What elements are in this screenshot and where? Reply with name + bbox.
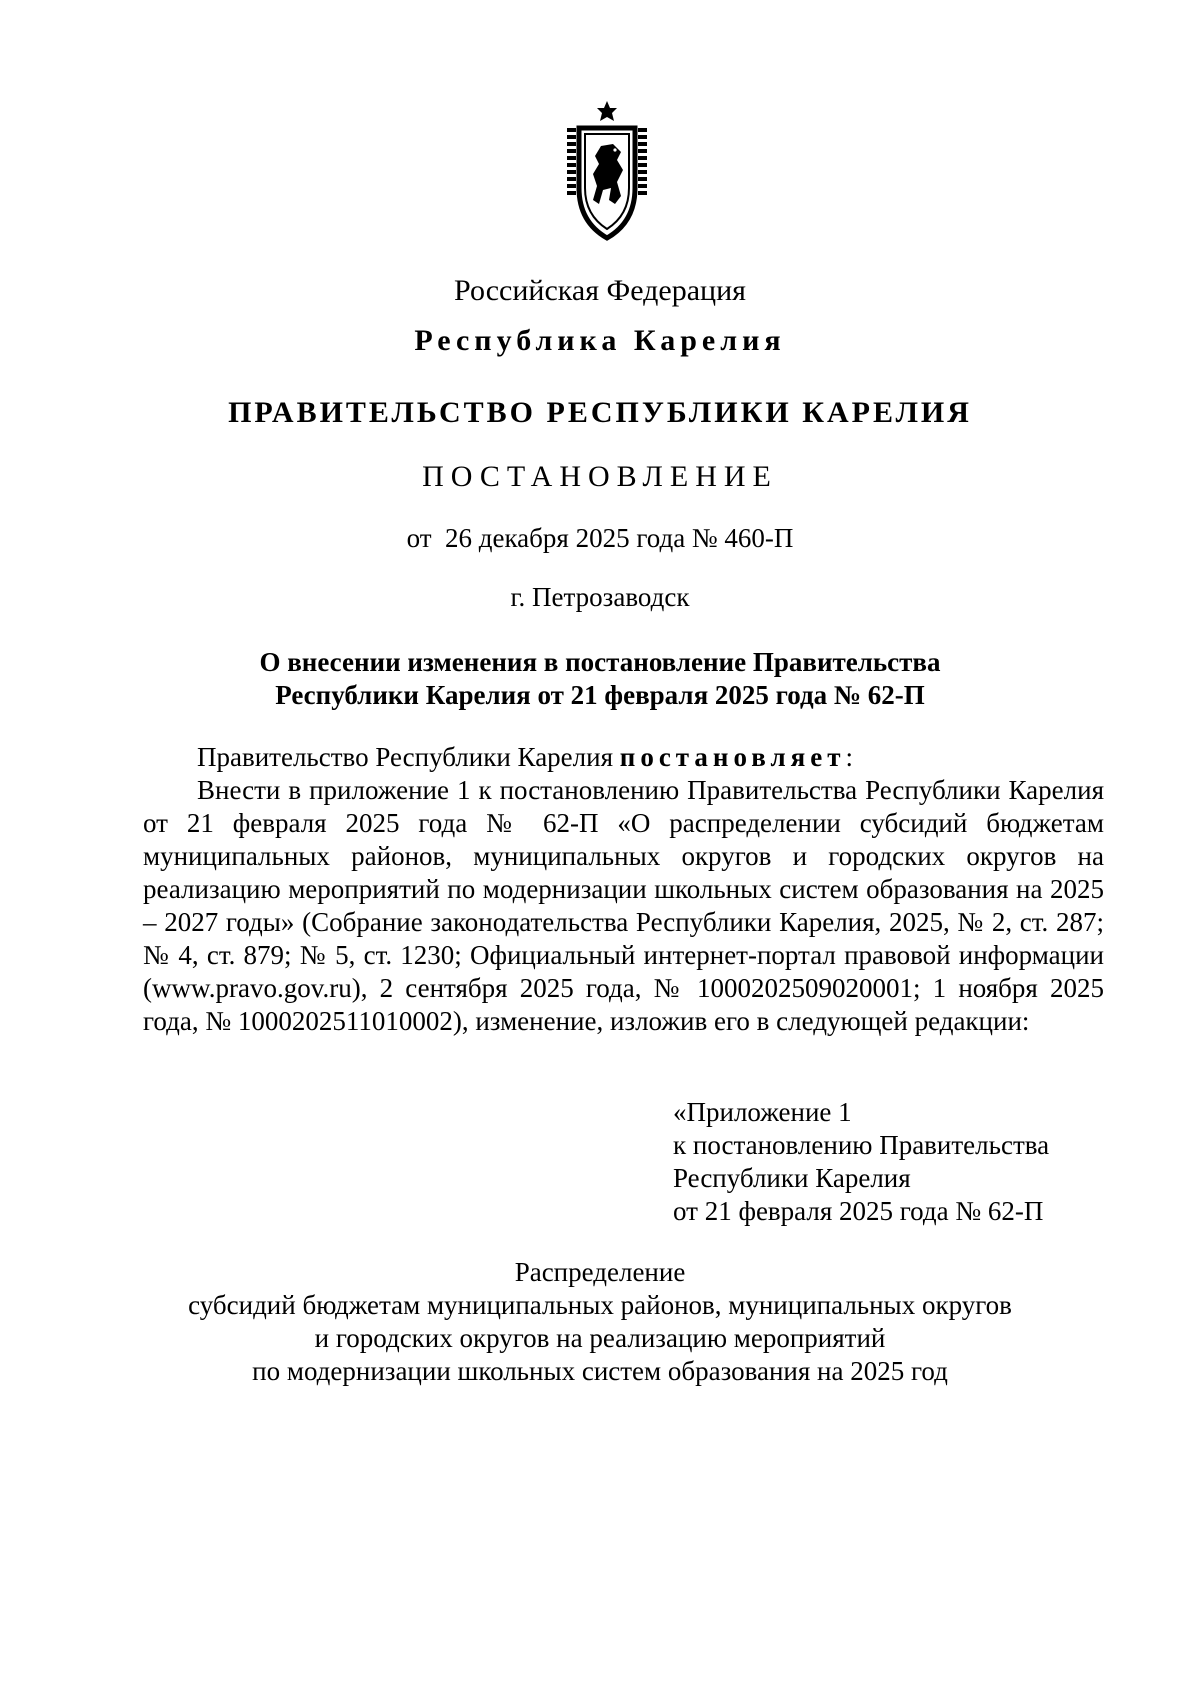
preamble-colon: : xyxy=(845,742,854,772)
resolves-word: постановляет xyxy=(619,742,846,772)
document-type: ПОСТАНОВЛЕНИЕ xyxy=(422,460,778,493)
preamble-text: Правительство Республики Карелия xyxy=(197,742,620,772)
appendix-line: «Приложение 1 xyxy=(673,1097,852,1127)
decree-date-number: от 26 декабря 2025 года № 460-П xyxy=(406,523,794,553)
city-name: г. Петрозаводск xyxy=(510,582,690,612)
distribution-title: Распределение xyxy=(514,1257,686,1287)
appendix-reference xyxy=(673,1096,1093,1228)
karelia-coat-of-arms-icon xyxy=(565,100,649,242)
distribution-heading xyxy=(0,1256,1200,1388)
appendix-line: Республики Карелия xyxy=(673,1163,911,1193)
subject-line: О внесении изменения в постановление Правительства xyxy=(259,647,941,677)
decree-preamble xyxy=(143,741,1104,774)
appendix-line: к постановлению Правительства xyxy=(673,1130,1050,1160)
decree-body-paragraph: Внести в приложение 1 к постановлению Правительства Республики Карелия от 21 февраля 2025 года № 62-П «О распределении субсидий бюджетам муниципальных районов, муниципальных округов и городских округов на реализацию мероприятий по модернизации школьных систем образования на 2025 – 2027 годы» (Собрание законодательства Республики Карелия, 2025, № 2, ст. 287; № 4, ст. 879; № 5, ст. 1230; Официальный интернет-портал правовой информации (www.pravo.gov.ru), 2 сентября 2025 года, № 1000202509020001; 1 ноября 2025 года, № 1000202511010002), изменение, изложив его в следующей редакции: xyxy=(143,775,1104,1036)
distribution-line: субсидий бюджетам муниципальных районов, муниципальных округов xyxy=(188,1290,1012,1320)
distribution-line: по модернизации школьных систем образования на 2025 год xyxy=(252,1356,948,1386)
appendix-line: от 21 февраля 2025 года № 62-П xyxy=(673,1196,1044,1226)
distribution-line: и городских округов на реализацию мероприятий xyxy=(314,1323,886,1353)
country-name: Российская Федерация xyxy=(454,274,746,307)
government-title: ПРАВИТЕЛЬСТВО РЕСПУБЛИКИ КАРЕЛИЯ xyxy=(228,396,972,429)
subject-line: Республики Карелия от 21 февраля 2025 года № 62-П xyxy=(275,680,925,710)
republic-name: Республика Карелия xyxy=(414,324,786,357)
decree-subject xyxy=(0,646,1200,712)
